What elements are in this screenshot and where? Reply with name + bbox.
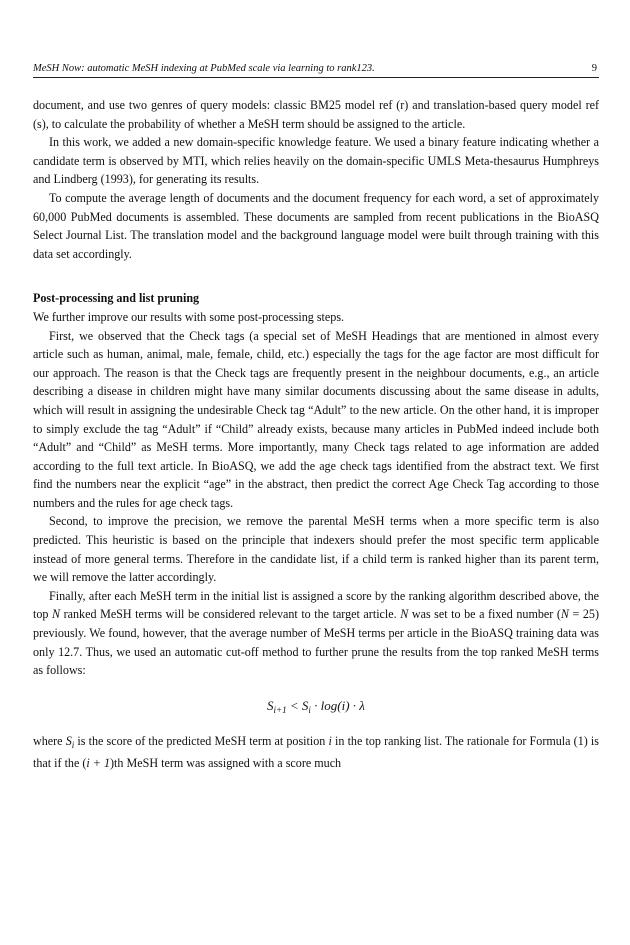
math-var: S bbox=[65, 733, 72, 748]
math-var: i + 1 bbox=[86, 756, 111, 771]
paragraph bbox=[33, 732, 599, 773]
math-var: i bbox=[328, 733, 332, 748]
paragraph: document, and use two genres of query models: classic BM25 model ref (r) and translation-based query model ref (s), to calculate the probability of whether a MeSH term should be assigned to the article. bbox=[33, 98, 599, 131]
text-run: = 25) previously. We found, however, that the average number of MeSH terms per article in the BioASQ training data was only 12.7. Thus, we used an automatic cut-off method to further prune the results from the top ranked MeSH terms as follows: bbox=[33, 607, 599, 678]
running-header bbox=[33, 63, 599, 78]
text-run: where bbox=[33, 733, 66, 748]
math-var: N bbox=[400, 607, 409, 622]
math-var: N bbox=[560, 607, 569, 622]
math-expression: · log(i) · λ bbox=[310, 697, 365, 713]
paragraph: We further improve our results with some post-processing steps. bbox=[33, 309, 345, 324]
running-title: MeSH Now: automatic MeSH indexing at PubMed scale via learning to rank123. bbox=[33, 63, 375, 74]
spacer bbox=[33, 263, 599, 289]
text-run: in the top ranking list. The rationale for Formula (1) is that if the ( bbox=[33, 733, 599, 771]
paragraph: To compute the average length of documents and the document frequency for each word, a set of approximately 60,000 PubMed documents is assembled. These documents are sampled from recent publications in the BioASQ Select Journal List. The translation model and the background language model were built through training with this data set accordingly. bbox=[33, 190, 599, 261]
paragraph: Second, to improve the precision, we remove the parental MeSH terms when a more specific term is also predicted. This heuristic is based on the principle that indexers should prefer the most specific term applicable instead of more general terms. Therefore in the candidate list, if a child term is ranked higher than its parent term, we will remove the latter accordingly. bbox=[33, 514, 599, 585]
section-heading: Post-processing and list pruning bbox=[33, 291, 200, 306]
math-var: S bbox=[301, 697, 309, 713]
math-subscript: i bbox=[308, 704, 311, 715]
paragraph: First, we observed that the Check tags (a special set of MeSH Headings that are mentioned in almost every article such as human, animal, male, female, child, etc.) especially the tags for the age factor are most difficult for our approach. The reason is that the Check tags are frequently present in the neighbour documents, e.g., an article describing a disease in children might have many similar documents discussing about the same disease in adults, which will result in assigning the undesirable Check tag “Adult” to the new article. On the other hand, it is improper to simply exclude the tag “Adult” if “Child” already exists, because many articles in PubMed indeed include both “Adult” and “Child” as MeSH terms. More importantly, many Check tags related to age information are added according to the full text article. In BioASQ, we add the age check tags identified from the abstract text. We first find the numbers near the explicit “age” in the abstract, then predict the correct Age Check Tag according to those numbers and the rules for age check tags. bbox=[33, 328, 599, 510]
page-number: 9 bbox=[591, 63, 597, 74]
math-var: N bbox=[52, 607, 61, 622]
text-run: was set to be a fixed number ( bbox=[408, 607, 561, 622]
math-subscript: i+1 bbox=[273, 704, 287, 715]
page-body bbox=[33, 96, 599, 773]
text-run: )th MeSH term was assigned with a score much bbox=[110, 756, 342, 771]
math-operator: < bbox=[286, 697, 302, 713]
paragraph: In this work, we added a new domain-specific knowledge feature. We used a binary feature indicating whether a candidate term is observed by MTI, which relies heavily on the domain-specific UMLS Meta-thesaurus Humphreys and Lindberg (1993), for generating its results. bbox=[33, 135, 599, 187]
math-var: S bbox=[267, 697, 274, 713]
equation bbox=[33, 696, 599, 720]
text-run: ranked MeSH terms will be considered relevant to the target article. bbox=[60, 607, 401, 622]
text-run: Finally, after each MeSH term in the initial list is assigned a score by the ranking algorithm described above, the top bbox=[33, 588, 599, 622]
paragraph bbox=[33, 587, 599, 680]
math-subscript: i bbox=[71, 739, 75, 750]
text-run: is the score of the predicted MeSH term at position bbox=[74, 733, 329, 748]
